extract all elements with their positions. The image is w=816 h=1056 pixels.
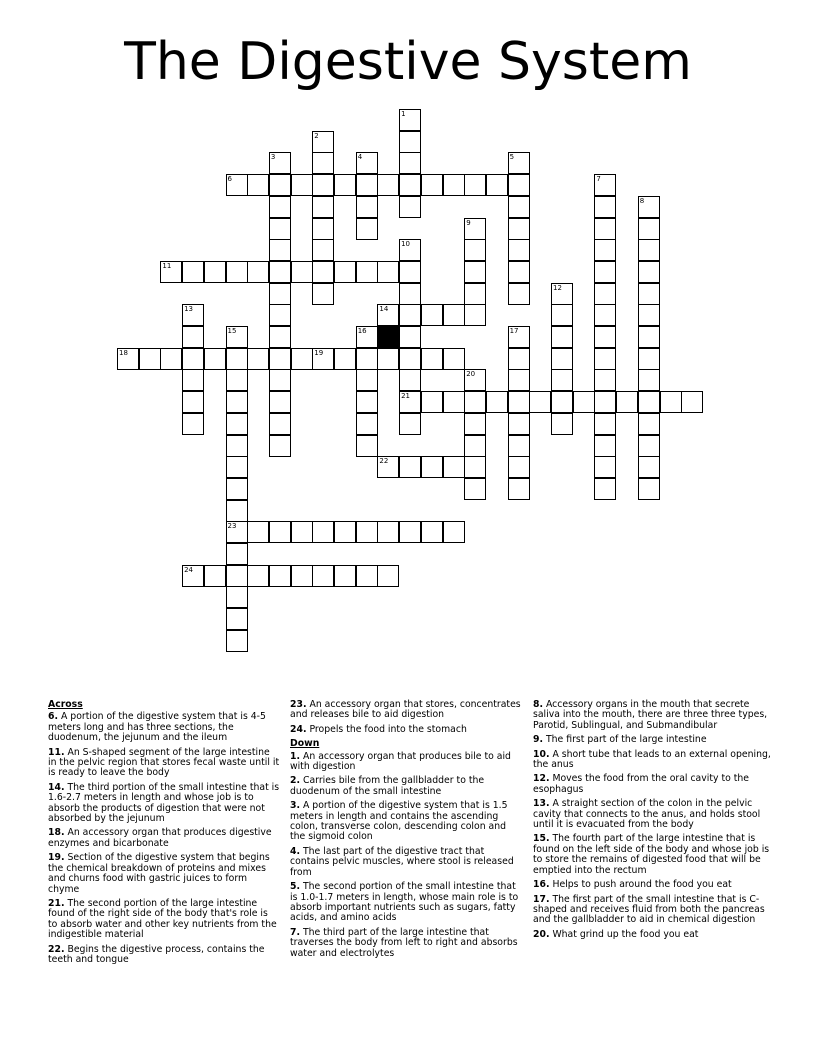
crossword-cell[interactable]: [399, 348, 421, 370]
clue-number: 8: [639, 196, 645, 205]
crossword-cell[interactable]: [594, 304, 616, 326]
crossword-cell[interactable]: [421, 456, 443, 478]
crossword-cell[interactable]: [464, 391, 486, 413]
crossword-cell[interactable]: [377, 348, 399, 370]
crossword-cell[interactable]: [356, 261, 378, 283]
crossword-cell[interactable]: [421, 391, 443, 413]
clue-across-6: 6. A portion of the digestive system that is 4-5 meters long and has three sections, the duodenum, the jejunum and the ileum: [48, 711, 266, 744]
crossword-cell[interactable]: [356, 196, 378, 218]
crossword-cell[interactable]: [443, 348, 465, 370]
crossword-cell[interactable]: [638, 239, 660, 261]
clue-across-19: 19. Section of the digestive system that begins the chemical breakdown of proteins and mixes and churns food with gastric juices to form chyme: [48, 852, 270, 895]
crossword-cell[interactable]: [638, 478, 660, 500]
crossword-cell[interactable]: [226, 326, 248, 348]
clues-column-1: [48, 700, 280, 969]
crossword-cell[interactable]: [508, 174, 530, 196]
crossword-cell[interactable]: [638, 283, 660, 305]
crossword-cell[interactable]: [160, 261, 182, 283]
crossword-cell[interactable]: [443, 304, 465, 326]
crossword-cell[interactable]: [226, 500, 248, 522]
crossword-cell[interactable]: [594, 348, 616, 370]
crossword-cell[interactable]: [247, 348, 269, 370]
clue-number: 20: [466, 370, 476, 379]
crossword-cell[interactable]: [551, 413, 573, 435]
crossword-cell[interactable]: [269, 261, 291, 283]
crossword-cell[interactable]: [117, 348, 139, 370]
crossword-cell[interactable]: [464, 456, 486, 478]
crossword-cell[interactable]: [226, 565, 248, 587]
crossword-cell[interactable]: [269, 196, 291, 218]
crossword-cell[interactable]: [291, 521, 313, 543]
clue-down-2: 2. Carries bile from the gallbladder to the duodenum of the small intestine: [290, 775, 485, 797]
crossword-cell[interactable]: [508, 196, 530, 218]
crossword-cell[interactable]: [486, 174, 508, 196]
crossword-cell[interactable]: [551, 369, 573, 391]
crossword-cell[interactable]: [291, 348, 313, 370]
crossword-cell[interactable]: [594, 478, 616, 500]
crossword-cell[interactable]: [399, 109, 421, 131]
crossword-cell[interactable]: [464, 413, 486, 435]
crossword-cell[interactable]: [356, 174, 378, 196]
crossword-cell[interactable]: [486, 391, 508, 413]
crossword-cell[interactable]: [226, 543, 248, 565]
crossword-cell[interactable]: [638, 348, 660, 370]
crossword-cell[interactable]: [356, 435, 378, 457]
crossword-cell[interactable]: [638, 261, 660, 283]
crossword-cell[interactable]: [247, 261, 269, 283]
crossword-cell[interactable]: [226, 586, 248, 608]
crossword-cell[interactable]: [269, 218, 291, 240]
crossword-cell[interactable]: [421, 521, 443, 543]
crossword-cell[interactable]: [377, 261, 399, 283]
crossword-cell[interactable]: [594, 326, 616, 348]
crossword-cell[interactable]: [443, 174, 465, 196]
clue-number: 21: [401, 392, 411, 401]
crossword-cell[interactable]: [638, 435, 660, 457]
crossword-cell[interactable]: [508, 435, 530, 457]
clue-down-9: 9. The first part of the large intestine: [533, 734, 707, 746]
crossword-cell[interactable]: [269, 391, 291, 413]
crossword-cell[interactable]: [508, 369, 530, 391]
crossword-cell[interactable]: [464, 174, 486, 196]
clue-number: 23: [227, 522, 237, 531]
crossword-cell[interactable]: [269, 283, 291, 305]
crossword-cell[interactable]: [660, 391, 682, 413]
crossword-cell[interactable]: [399, 326, 421, 348]
crossword-cell[interactable]: [356, 413, 378, 435]
crossword-cell[interactable]: [377, 565, 399, 587]
clue-down-10: 10. A short tube that leads to an external opening, the anus: [533, 748, 771, 771]
crossword-cell[interactable]: [226, 369, 248, 391]
crossword-cell[interactable]: [269, 348, 291, 370]
crossword-cell[interactable]: [508, 152, 530, 174]
crossword-cell[interactable]: [334, 565, 356, 587]
crossword-cell[interactable]: [356, 521, 378, 543]
crossword-cell[interactable]: [399, 283, 421, 305]
crossword-cell[interactable]: [182, 369, 204, 391]
crossword-cell[interactable]: [182, 391, 204, 413]
crossword-cell[interactable]: [377, 174, 399, 196]
crossword-cell[interactable]: [269, 174, 291, 196]
crossword-cell[interactable]: [508, 478, 530, 500]
crossword-cell[interactable]: [269, 521, 291, 543]
crossword-cell[interactable]: [334, 348, 356, 370]
crossword-cell[interactable]: [399, 174, 421, 196]
crossword-cell[interactable]: [638, 196, 660, 218]
crossword-cell[interactable]: [421, 174, 443, 196]
crossword-cell[interactable]: [182, 261, 204, 283]
crossword-cell[interactable]: [334, 261, 356, 283]
crossword-cell[interactable]: [204, 565, 226, 587]
crossword-cell[interactable]: [529, 391, 551, 413]
clue-number: 12: [553, 283, 562, 292]
crossword-cell[interactable]: [269, 152, 291, 174]
clue-across-11: 11. An S-shaped segment of the large intestine in the pelvic region that stores fecal waste until it is ready to leave the body: [48, 746, 280, 779]
clue-number: 15: [227, 327, 237, 335]
crossword-cell[interactable]: [399, 391, 421, 413]
crossword-cell[interactable]: [551, 348, 573, 370]
crossword-cell[interactable]: [573, 391, 595, 413]
clue-number: 22: [379, 457, 389, 466]
crossword-cell[interactable]: [551, 304, 573, 326]
clue-down-3: 3. A portion of the digestive system that is 1.5 meters in length and contains the ascending colon, transverse colon, descending colon and the sigmoid colon: [290, 800, 508, 843]
crossword-cell[interactable]: [681, 391, 703, 413]
across-header: Across: [48, 699, 83, 710]
crossword-cell[interactable]: [594, 369, 616, 391]
crossword-cell[interactable]: [443, 391, 465, 413]
crossword-cell[interactable]: [291, 174, 313, 196]
clue-number: 5: [509, 153, 515, 162]
crossword-cell[interactable]: [464, 478, 486, 500]
crossword-cell[interactable]: [312, 565, 334, 587]
crossword-cell[interactable]: [182, 304, 204, 326]
crossword-cell[interactable]: [269, 435, 291, 457]
crossword-cell[interactable]: [312, 283, 334, 305]
crossword-cell[interactable]: [443, 521, 465, 543]
crossword-cell[interactable]: [464, 283, 486, 305]
crossword-cell[interactable]: [226, 391, 248, 413]
clue-number: 24: [184, 565, 194, 574]
crossword-cell[interactable]: [247, 565, 269, 587]
crossword-cell[interactable]: [269, 369, 291, 391]
crossword-cell[interactable]: [443, 456, 465, 478]
crossword-cell[interactable]: [508, 239, 530, 261]
clue-number: 17: [509, 327, 519, 335]
crossword-cell[interactable]: [312, 239, 334, 261]
clue-down-7: 7. The third part of the large intestine that traverses the body from left to right and absorbs water and electrolytes: [290, 926, 518, 959]
crossword-cell[interactable]: [312, 196, 334, 218]
clue-across-23: 23. An accessory organ that stores, concentrates and releases bile to aid digestion: [290, 699, 521, 721]
crossword-cell[interactable]: [356, 326, 378, 348]
crossword-cell[interactable]: [399, 456, 421, 478]
crossword-cell[interactable]: [399, 413, 421, 435]
clue-down-8: 8. Accessory organs in the mouth that secrete saliva into the mouth, there are three three types, Parotid, Sublingual, and Submandibular: [533, 699, 768, 731]
clue-across-24: 24. Propels the food into the stomach: [290, 723, 467, 735]
crossword-cell[interactable]: [464, 261, 486, 283]
crossword-cell[interactable]: [399, 196, 421, 218]
crossword-cell[interactable]: [356, 152, 378, 174]
clue-down-13: 13. A straight section of the colon in the pelvic cavity that connects to the anus, and holds stool until it is evacuated from the body: [533, 798, 761, 831]
clue-down-12: 12. Moves the food from the oral cavity to the esophagus: [533, 773, 749, 795]
crossword-cell[interactable]: [638, 304, 660, 326]
clues-column-3: [533, 700, 773, 944]
crossword-cell[interactable]: [399, 131, 421, 153]
crossword-cell[interactable]: [551, 283, 573, 305]
crossword-cell[interactable]: [594, 261, 616, 283]
crossword-cell[interactable]: [508, 348, 530, 370]
crossword-cell[interactable]: [226, 261, 248, 283]
crossword-cell[interactable]: [399, 369, 421, 391]
clue-across-14: 14. The third portion of the small intestine that is 1.6-2.7 meters in length and whose job is to absorb the products of digestion that were not absorbed by the jejunum: [48, 781, 280, 825]
crossword-cell[interactable]: [594, 435, 616, 457]
crossword-cell[interactable]: [226, 630, 248, 652]
clue-down-5: 5. The second portion of the small intestine that is 1.0-1.7 meters in length, whose main role is to absorb important nutrients such as sugars, fatty acids, and amino acids: [290, 881, 519, 924]
crossword-cell[interactable]: [204, 348, 226, 370]
crossword-cell[interactable]: [291, 565, 313, 587]
crossword-cell[interactable]: [421, 304, 443, 326]
clue-across-22: 22. Begins the digestive process, contains the teeth and tongue: [48, 943, 265, 965]
crossword-cell[interactable]: [464, 369, 486, 391]
crossword-cell[interactable]: [139, 348, 161, 370]
crossword-cell[interactable]: [508, 283, 530, 305]
crossword-cell[interactable]: [356, 565, 378, 587]
crossword-cell[interactable]: [312, 152, 334, 174]
crossword-cell[interactable]: [226, 608, 248, 630]
crossword-cell[interactable]: [399, 239, 421, 261]
crossword-cell[interactable]: [269, 239, 291, 261]
crossword-cell[interactable]: [356, 348, 378, 370]
crossword-cell[interactable]: [226, 413, 248, 435]
crossword-cell[interactable]: [551, 391, 573, 413]
crossword-cell[interactable]: [399, 521, 421, 543]
crossword-cell[interactable]: [638, 326, 660, 348]
crossword-cell[interactable]: [594, 218, 616, 240]
puzzle-title: The Digestive System: [124, 32, 692, 92]
clue-down-20: 20. What grind up the food you eat: [533, 928, 699, 940]
crossword-cell[interactable]: [312, 131, 334, 153]
clue-number: 6: [227, 175, 232, 184]
crossword-cell[interactable]: [594, 391, 616, 413]
crossword-cell[interactable]: [226, 521, 248, 543]
crossword-cell[interactable]: [377, 521, 399, 543]
crossword-cell[interactable]: [594, 456, 616, 478]
crossword-cell[interactable]: [508, 391, 530, 413]
clue-number: 4: [357, 153, 363, 162]
crossword-cell[interactable]: [182, 326, 204, 348]
crossword-cell[interactable]: [421, 348, 443, 370]
clue-number: 1: [401, 110, 406, 118]
crossword-cell[interactable]: [377, 304, 399, 326]
crossword-cell[interactable]: [508, 456, 530, 478]
crossword-cell[interactable]: [182, 565, 204, 587]
crossword-cell[interactable]: [226, 174, 248, 196]
clue-number: 9: [466, 218, 471, 227]
crossword-cell[interactable]: [377, 456, 399, 478]
clue-number: 14: [379, 305, 389, 314]
crossword-cell[interactable]: [551, 326, 573, 348]
crossword-cell[interactable]: [356, 391, 378, 413]
clue-number: 19: [314, 348, 324, 357]
crossword-cell[interactable]: [269, 304, 291, 326]
crossword-cell[interactable]: [269, 413, 291, 435]
crossword-cell[interactable]: [226, 478, 248, 500]
crossword-cell[interactable]: [226, 348, 248, 370]
crossword-cell[interactable]: [356, 218, 378, 240]
crossword-cell[interactable]: [594, 413, 616, 435]
crossword-cell[interactable]: [594, 174, 616, 196]
clue-number: 3: [270, 153, 276, 162]
crossword-cell[interactable]: [464, 304, 486, 326]
black-cell: [377, 326, 399, 348]
crossword-cell[interactable]: [291, 261, 313, 283]
clue-down-4: 4. The last part of the digestive tract that contains pelvic muscles, where stool is released from: [290, 845, 514, 878]
crossword-cell[interactable]: [269, 326, 291, 348]
crossword-cell[interactable]: [226, 456, 248, 478]
crossword-cell[interactable]: [399, 304, 421, 326]
clue-number: 7: [596, 175, 601, 184]
crossword-cell[interactable]: [160, 348, 182, 370]
clue-number: 13: [184, 305, 194, 314]
crossword-cell[interactable]: [312, 218, 334, 240]
crossword-cell[interactable]: [508, 413, 530, 435]
clue-number: 10: [401, 240, 411, 249]
crossword-cell[interactable]: [182, 413, 204, 435]
crossword-cell[interactable]: [464, 239, 486, 261]
crossword-cell[interactable]: [182, 348, 204, 370]
clue-number: 16: [357, 327, 367, 335]
crossword-cell[interactable]: [312, 521, 334, 543]
clue-down-15: 15. The fourth part of the large intestine that is found on the left side of the body and whose job is to store the remains of digested food that will be emptied into the rectum: [533, 833, 770, 876]
crossword-cell[interactable]: [594, 196, 616, 218]
crossword-cell[interactable]: [616, 391, 638, 413]
crossword-cell[interactable]: [399, 261, 421, 283]
clue-across-21: 21. The second portion of the large intestine found of the right side of the body that's role is to absorb water and other key nutrients from the indigestible material: [48, 897, 277, 941]
clue-down-1: 1. An accessory organ that produces bile to aid with digestion: [290, 750, 511, 773]
crossword-cell[interactable]: [226, 435, 248, 457]
down-header: Down: [290, 738, 320, 750]
crossword-cell[interactable]: [638, 456, 660, 478]
crossword-cell[interactable]: [638, 391, 660, 413]
crossword-cell[interactable]: [334, 174, 356, 196]
crossword-cell[interactable]: [638, 413, 660, 435]
crossword-cell[interactable]: [508, 326, 530, 348]
crossword-cell[interactable]: [247, 174, 269, 196]
crossword-cell[interactable]: [356, 369, 378, 391]
crossword-cell[interactable]: [638, 369, 660, 391]
crossword-cell[interactable]: [399, 152, 421, 174]
clues-column-2: [290, 700, 524, 963]
crossword-cell[interactable]: [464, 435, 486, 457]
crossword-cell[interactable]: [638, 218, 660, 240]
crossword-cell[interactable]: [594, 239, 616, 261]
crossword-cell[interactable]: [269, 565, 291, 587]
crossword-cell[interactable]: [594, 283, 616, 305]
crossword-cell[interactable]: [334, 521, 356, 543]
crossword-cell[interactable]: [247, 521, 269, 543]
clue-number: 18: [119, 348, 128, 357]
crossword-cell[interactable]: [312, 261, 334, 283]
crossword-cell[interactable]: [204, 261, 226, 283]
clue-down-17: 17. The first part of the small intestine that is C-shaped and receives fluid from both the pancreas and the gallbladder to aid in chemical digestion: [533, 893, 765, 926]
clue-number: 2: [314, 131, 319, 140]
crossword-cell[interactable]: [464, 218, 486, 240]
crossword-cell[interactable]: [508, 261, 530, 283]
clue-down-16: 16. Helps to push around the food you eat: [533, 879, 732, 891]
clue-number: 11: [162, 261, 172, 270]
crossword-cell[interactable]: [312, 348, 334, 370]
clue-across-18: 18. An accessory organ that produces digestive enzymes and bicarbonate: [48, 827, 272, 849]
crossword-cell[interactable]: [312, 174, 334, 196]
crossword-cell[interactable]: [508, 218, 530, 240]
